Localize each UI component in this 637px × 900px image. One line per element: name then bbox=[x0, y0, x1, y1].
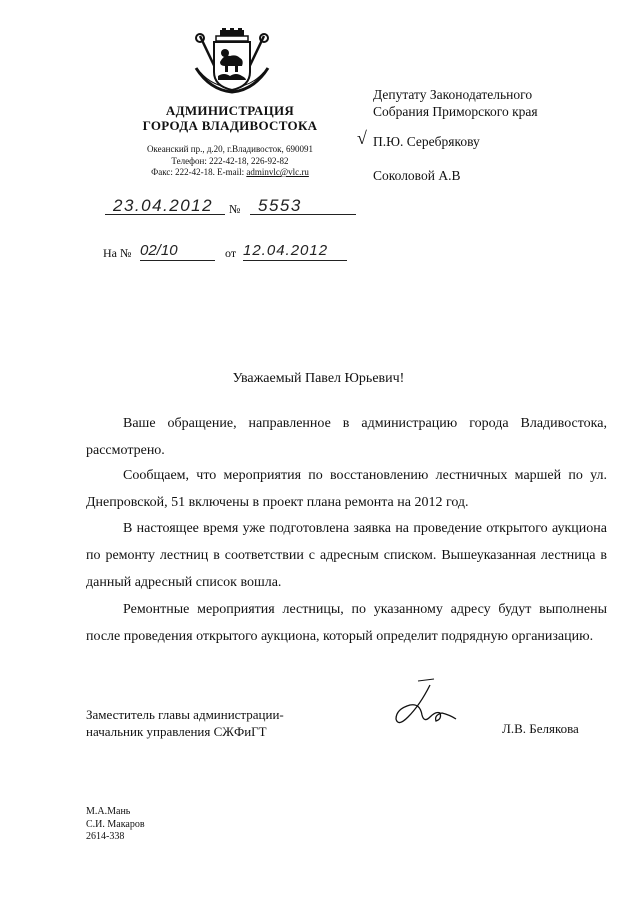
addressee-position bbox=[373, 86, 538, 120]
outgoing-number-label: № bbox=[229, 202, 241, 216]
outgoing-number: 5553 bbox=[250, 196, 356, 215]
org-email-link[interactable]: adminvlc@vlc.ru bbox=[246, 167, 309, 177]
body-paragraph-1: Ваше обращение, направленное в администрацию города Владивостока, рассмотрено. bbox=[86, 416, 607, 458]
handwritten-signature-icon bbox=[390, 675, 470, 735]
org-line-2: ГОРОДА ВЛАДИВОСТОКА bbox=[142, 118, 318, 133]
signatory-title-line-2: начальник управления СЖФиГТ bbox=[86, 724, 267, 739]
reply-date: 12.04.2012 bbox=[243, 242, 347, 261]
org-phone: Телефон: 222-42-18, 226-92-82 bbox=[171, 155, 289, 166]
signatory-title-line-1: Заместитель главы администрации- bbox=[86, 707, 284, 722]
org-address: Океанский пр., д.20, г.Владивосток, 690091 bbox=[146, 144, 314, 154]
reply-from-label: от bbox=[225, 246, 237, 260]
signatory-name: Л.В. Белякова bbox=[502, 721, 579, 736]
org-line-1: АДМИНИСТРАЦИЯ bbox=[165, 103, 295, 118]
organization-name bbox=[120, 103, 340, 133]
addressee-line-1: Депутату Законодательного bbox=[373, 87, 533, 102]
outgoing-date: 23.04.2012 bbox=[105, 196, 225, 215]
addressee-cc: Соколовой А.В bbox=[373, 168, 461, 183]
checkmark-icon: √ bbox=[357, 128, 367, 148]
reply-number: 02/10 bbox=[140, 242, 215, 261]
salutation: Уважаемый Павел Юрьевич! bbox=[232, 371, 405, 386]
reply-number-label: На № bbox=[103, 246, 132, 260]
addressee-line-2: Собрания Приморского края bbox=[373, 104, 538, 119]
addressee-name: П.Ю. Серебрякову bbox=[373, 134, 480, 149]
body-paragraph-2: Сообщаем, что мероприятия по восстановлению лестничных маршей по ул. Днепровской, 51 включены в проект плана ремонта на 2012 год. bbox=[86, 468, 607, 510]
executor-phone: 2614-338 bbox=[86, 831, 125, 842]
organization-contacts bbox=[120, 144, 340, 179]
org-fax: Факс: 222-42-18. E-mail: bbox=[151, 167, 247, 177]
executors bbox=[86, 806, 145, 844]
body-paragraph-4: Ремонтные мероприятия лестницы, по указанному адресу будут выполнены после проведения открытого аукциона, который определит подрядную организацию. bbox=[86, 602, 607, 644]
org-fax-email bbox=[120, 167, 340, 179]
executor-1: М.А.Мань bbox=[86, 806, 131, 817]
signatory-title bbox=[86, 706, 284, 740]
coat-of-arms-icon bbox=[190, 28, 274, 100]
body-paragraph-3: В настоящее время уже подготовлена заявка на проведение открытого аукциона по ремонту лестниц в соответствии с адресным списком. Вышеуказанная лестница в данный адресный список вошла. bbox=[86, 521, 607, 590]
executor-2: С.И. Макаров bbox=[86, 818, 145, 830]
